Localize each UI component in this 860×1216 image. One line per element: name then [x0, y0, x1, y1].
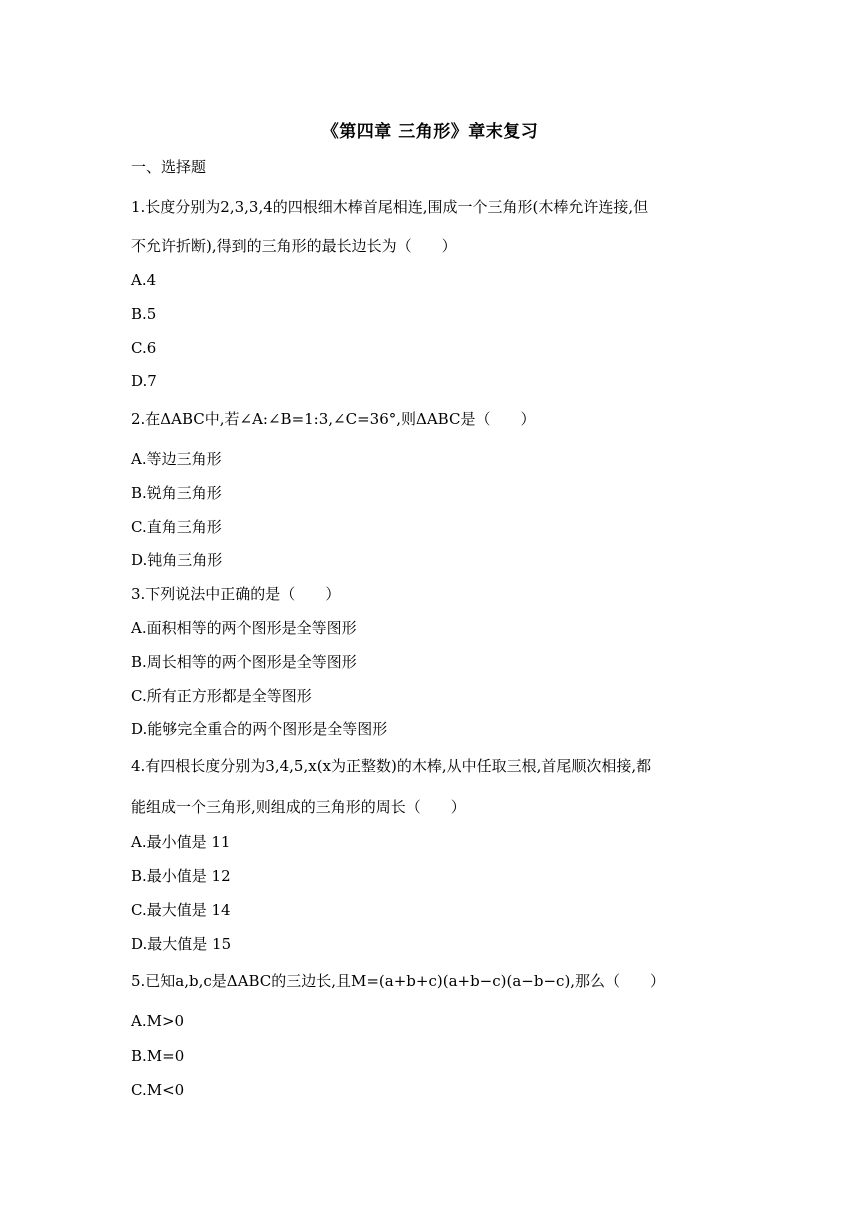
- question-3-stem: 3.下列说法中正确的是（ ）: [131, 585, 341, 603]
- question-4-stem-line-1: 4.有四根长度分别为3,4,5,x(x为正整数)的木棒,从中任取三根,首尾顺次相接,都: [131, 757, 652, 775]
- question-5-option-b: B.M=0: [131, 1047, 185, 1065]
- question-1-stem-line-1: 1.长度分别为2,3,3,4的四根细木棒首尾相连,围成一个三角形(木棒允许连接,但: [131, 198, 649, 216]
- question-3-option-c: C.所有正方形都是全等图形: [131, 687, 312, 705]
- question-3-option-a: A.面积相等的两个图形是全等图形: [131, 619, 357, 637]
- question-5-stem: 5.已知a,b,c是ΔABC的三边长,且M=(a+b+c)(a+b−c)(a−b−c),那么（ ）: [131, 972, 666, 990]
- question-3-option-d: D.能够完全重合的两个图形是全等图形: [131, 720, 388, 738]
- question-4-option-a: A.最小值是 11: [131, 833, 231, 851]
- question-1-option-b: B.5: [131, 305, 157, 323]
- question-4-option-b: B.最小值是 12: [131, 867, 231, 885]
- section-heading: 一、选择题: [131, 158, 207, 176]
- question-4-stem-line-2: 能组成一个三角形,则组成的三角形的周长（ ）: [131, 798, 466, 816]
- question-2-option-a: A.等边三角形: [131, 450, 222, 468]
- question-5-option-c: C.M<0: [131, 1081, 185, 1099]
- question-2-option-c: C.直角三角形: [131, 518, 222, 536]
- question-4-option-d: D.最大值是 15: [131, 935, 232, 953]
- question-1-option-a: A.4: [131, 271, 157, 289]
- question-2-stem: 2.在ΔABC中,若∠A:∠B=1:3,∠C=36°,则ΔABC是（ ）: [131, 410, 536, 428]
- question-2-option-b: B.锐角三角形: [131, 484, 222, 502]
- question-1-option-d: D.7: [131, 372, 157, 390]
- question-4-option-c: C.最大值是 14: [131, 901, 231, 919]
- question-5-option-a: A.M>0: [131, 1012, 185, 1030]
- question-2-option-d: D.钝角三角形: [131, 551, 223, 569]
- question-1-option-c: C.6: [131, 339, 157, 357]
- document-title: 《第四章 三角形》章末复习: [321, 122, 539, 142]
- question-3-option-b: B.周长相等的两个图形是全等图形: [131, 653, 357, 671]
- question-1-stem-line-2: 不允许折断),得到的三角形的最长边长为（ ）: [131, 237, 457, 255]
